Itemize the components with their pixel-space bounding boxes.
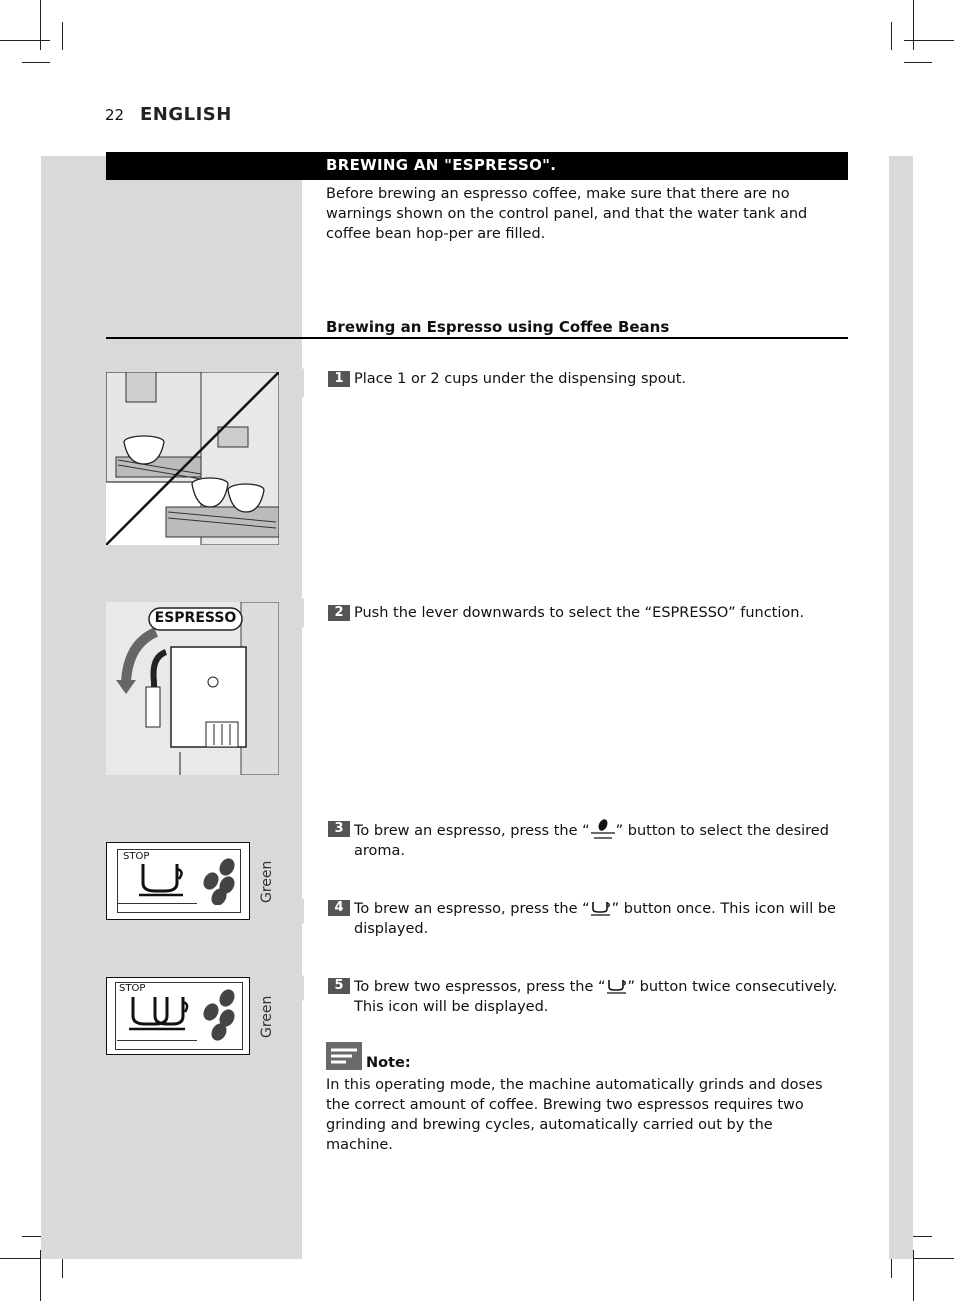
display-line xyxy=(117,903,197,904)
step-text: Place 1 or 2 cups under the dispensing spout. xyxy=(354,371,687,387)
note-icon xyxy=(326,1042,362,1070)
step-number: 3 xyxy=(328,821,350,837)
pointer-arrow xyxy=(279,898,304,924)
aroma-bean-icon xyxy=(590,819,616,839)
crop-mark xyxy=(22,62,50,63)
step-text-before: To brew an espresso, press the “ xyxy=(354,823,590,839)
display-panel-double xyxy=(106,977,250,1055)
espresso-lever-label: ESPRESSO xyxy=(154,610,237,626)
step-text-after: ” button to select the desired aroma. xyxy=(354,823,829,859)
subheading: Brewing an Espresso using Coffee Beans xyxy=(326,318,670,336)
pointer-arrow xyxy=(279,975,304,1001)
single-cup-icon xyxy=(606,976,628,994)
right-gray-strip xyxy=(889,156,913,1259)
crop-mark xyxy=(0,40,50,41)
step-number: 5 xyxy=(328,978,350,994)
step-5 xyxy=(328,976,843,1017)
step-text-before: To brew two espressos, press the “ xyxy=(354,979,606,995)
step-2 xyxy=(328,603,843,623)
double-cup-icon xyxy=(127,994,193,1036)
subheading-rule xyxy=(106,337,848,339)
lever-illustration xyxy=(106,602,279,775)
step-text-after: ” button once. This icon will be displayed. xyxy=(354,901,836,937)
stop-label: STOP xyxy=(123,851,150,862)
display-line xyxy=(117,1040,197,1041)
coffee-beans-icon xyxy=(199,857,239,905)
language-label: ENGLISH xyxy=(140,104,232,125)
crop-mark xyxy=(62,22,63,50)
display-panel-single xyxy=(106,842,250,920)
crop-mark xyxy=(904,62,932,63)
note-text: In this operating mode, the machine automatically grinds and doses the correct amount of coffee. Brewing two espressos requires two grinding and brewing cycles, automatically carried out by the machine. xyxy=(326,1077,823,1153)
crop-mark xyxy=(891,22,892,50)
intro-paragraph: Before brewing an espresso coffee, make sure that there are no warnings shown on the control panel, and that the water tank and coffee bean hop-per are filled. xyxy=(326,186,808,242)
pointer-arrow xyxy=(279,368,304,398)
crop-mark xyxy=(40,0,41,50)
green-label: Green xyxy=(259,995,275,1038)
crop-mark xyxy=(913,0,914,50)
step-1 xyxy=(328,369,843,389)
crop-mark xyxy=(904,40,954,41)
step-4 xyxy=(328,898,843,939)
step-number: 1 xyxy=(328,371,350,387)
stop-label: STOP xyxy=(119,983,146,994)
step-number: 2 xyxy=(328,605,350,621)
step-number: 4 xyxy=(328,900,350,916)
single-cup-icon xyxy=(590,898,612,916)
note-label: Note: xyxy=(366,1055,411,1071)
section-title: BREWING AN "ESPRESSO". xyxy=(326,156,557,174)
pointer-arrow xyxy=(279,598,304,628)
step-3 xyxy=(328,819,843,861)
step-text-after: ” button twice consecutively. This icon will be displayed. xyxy=(354,979,838,1015)
crop-mark xyxy=(913,1250,914,1301)
page-number: 22 xyxy=(105,106,125,124)
single-cup-icon xyxy=(137,861,187,899)
step-text-before: To brew an espresso, press the “ xyxy=(354,901,590,917)
green-label: Green xyxy=(259,860,275,903)
coffee-beans-icon xyxy=(199,988,239,1042)
cups-illustration xyxy=(106,372,279,545)
step-text: Push the lever downwards to select the “ESPRESSO” function. xyxy=(354,605,805,621)
